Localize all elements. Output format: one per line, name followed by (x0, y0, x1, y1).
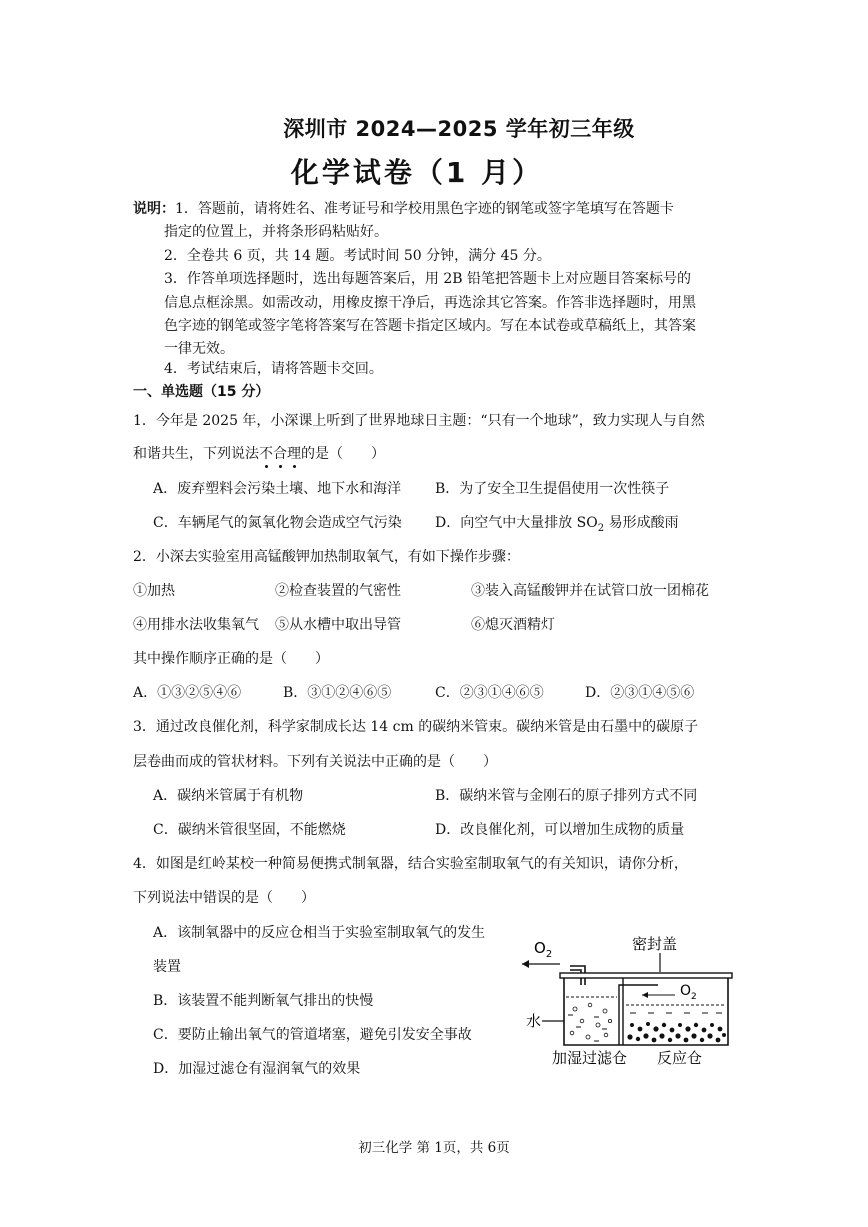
q4-option-a-cont: 装置 (153, 959, 181, 975)
sealing-lid (560, 973, 732, 978)
q1-stem-line2 (133, 443, 385, 463)
emphasis-char: 合 (273, 446, 287, 462)
instruction-item-3-cont1: 信息点框涂黑。如需改动，用橡皮擦干净后，再选涂其它答案。作答非选择题时，用黑 (164, 295, 696, 311)
q3-stem-line1: 3．通过改良催化剂，科学家制成长达 14 cm 的碳纳米管束。碳纳米管是由石墨中的碳原子 (133, 719, 699, 735)
exam-title-line2: 化学试卷（1 月） (290, 156, 544, 189)
instruction-item-1: 1．答题前，请将姓名、准考证号和学校用黑色字迹的钢笔或签字笔填写在答题卡 (175, 201, 674, 217)
emphasis-char: 理 (287, 446, 301, 462)
q3-option-d: D．改良催化剂，可以增加生成物的质量 (435, 822, 685, 838)
instruction-item-3: 3．作答单项选择题时，选出每题答案后，用 2B 铅笔把答题卡上对应题目答案标号的 (164, 271, 692, 287)
q2-step-3: ③装入高锰酸钾并在试管口放一团棉花 (471, 583, 709, 599)
q2-step-6: ⑥熄灭酒精灯 (471, 617, 555, 633)
q2-ask: 其中操作顺序正确的是（ ） (133, 651, 329, 667)
q2-step-4: ④用排水法收集氧气 (133, 617, 259, 633)
o2-out-arrow-head (522, 960, 529, 968)
q2-step-5: ⑤从水槽中取出导管 (275, 617, 401, 633)
o2-in-label: $O_2$ (680, 983, 697, 1002)
reaction-chamber-label: 反应仓 (657, 1049, 703, 1067)
q1-stem-text: 的是（ ） (301, 446, 385, 462)
q2-stem: 2．小深去实验室用高锰酸钾加热制取氧气，有如下操作步骤： (133, 549, 520, 565)
q2-option-c: C．②③①④⑥⑤ (435, 685, 544, 701)
o2-in-arrow-head (642, 992, 648, 998)
q4-option-a: A．该制氧器中的反应仓相当于实验室制取氧气的发生 (153, 925, 486, 941)
q2-option-d: D．②③①④⑤⑥ (585, 685, 695, 701)
q2-step-2: ②检查装置的气密性 (275, 583, 401, 599)
q3-option-b: B．碳纳米管与金刚石的原子排列方式不同 (435, 788, 698, 804)
q1-option-b: B．为了安全卫生提倡使用一次性筷子 (435, 481, 670, 497)
q4-stem-line2: 下列说法中错误的是（ ） (133, 890, 315, 906)
water-label: 水 (526, 1012, 542, 1030)
q1-stem-text: 和谐共生，下列说法 (133, 446, 259, 462)
q1-option-d (435, 512, 679, 534)
lid-label: 密封盖 (632, 935, 678, 953)
q1-option-c: C．车辆尾气的氮氧化物会造成空气污染 (153, 515, 402, 531)
internal-tube (619, 985, 658, 1045)
instruction-item-3-cont3: 一律无效。 (164, 341, 234, 357)
water-dashes-left (568, 1015, 607, 1041)
emphasis-char: 不 (259, 446, 273, 462)
instructions-line1 (133, 198, 674, 218)
q1-option-d-text: D．向空气中大量排放 SO (435, 515, 598, 531)
filter-chamber-label: 加湿过滤仓 (552, 1049, 628, 1067)
reagent-granules (627, 1022, 726, 1042)
q4-option-d: D．加湿过滤仓有湿润氧气的效果 (153, 1061, 361, 1077)
q2-step-1: ①加热 (133, 583, 175, 599)
instruction-item-1-cont: 指定的位置上，并将条形码粘贴好。 (164, 224, 388, 240)
section-heading: 一、单选题（15 分） (133, 384, 270, 400)
q3-option-a: A．碳纳米管属于有机物 (153, 788, 304, 804)
q3-option-c: C．碳纳米管很坚固，不能燃烧 (153, 822, 346, 838)
q4-option-c: C．要防止输出氧气的管道堵塞，避免引发安全事故 (153, 1027, 472, 1043)
bubbles-left (570, 1003, 611, 1039)
instructions-label: 说明： (133, 201, 175, 217)
q2-option-b: B．③①②④⑥⑤ (283, 685, 392, 701)
instruction-item-3-cont2: 色字迹的钢笔或签字笔将答案写在答题卡指定区域内。写在本试卷或草稿纸上，其答案 (164, 318, 696, 334)
q2-option-a: A．①③②⑤④⑥ (133, 685, 242, 701)
q1-stem-line1: 1．今年是 2025 年，小深课上听到了世界地球日主题：“只有一个地球”，致力实现人与自然 (133, 413, 705, 429)
q1-option-a: A．废弃塑料会污染土壤、地下水和海洋 (153, 481, 402, 497)
exam-title-line1: 深圳市 2024—2025 学年初三年级 (283, 117, 635, 141)
q3-stem-line2: 层卷曲而成的管状材料。下列有关说法中正确的是（ ） (133, 754, 497, 770)
instruction-item-2: 2．全卷共 6 页，共 14 题。考试时间 50 分钟，满分 45 分。 (164, 248, 551, 264)
subscript: 2 (597, 522, 605, 534)
page-footer: 初三化学 第 1页，共 6页 (358, 1140, 510, 1156)
instruction-item-4: 4．考试结束后，请将答题卡交回。 (164, 361, 383, 377)
q4-option-b: B．该装置不能判断氧气排出的快慢 (153, 993, 374, 1009)
q4-stem-line1: 4．如图是红岭某校一种简易便携式制氧器，结合实验室制取氧气的有关知识，请你分析， (133, 856, 688, 872)
q1-option-d-text: 易形成酸雨 (604, 515, 679, 531)
oxygen-generator-diagram (520, 925, 740, 1070)
o2-out-label: $O_2$ (534, 939, 553, 960)
